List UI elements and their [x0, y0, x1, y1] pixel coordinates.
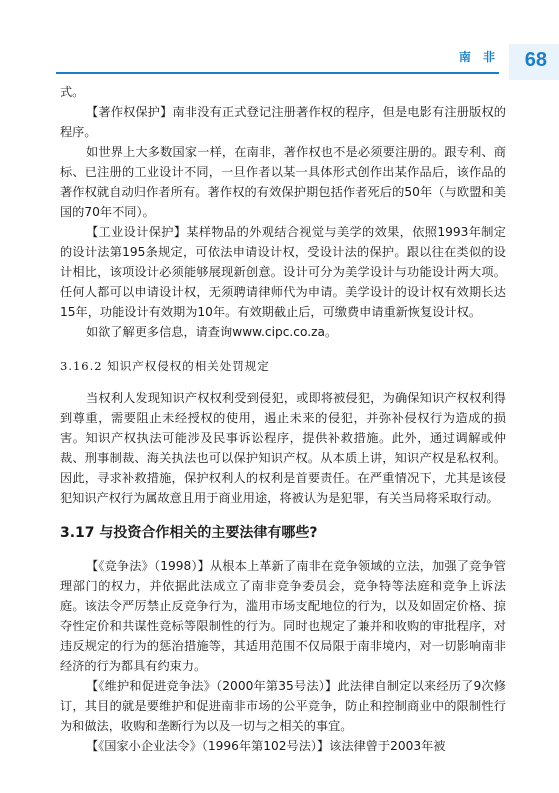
paragraph-copyright-registration: 如世界上大多数国家一样，在南非，著作权也不是必须要注册的。跟专利、商标、已注册的工业设计不同，一旦作者以某一具体形式创作出某作品后，该作品的著作权就自动归作者所有。著作权的有效保护期包括作者死后的50年（与欧盟和美国的70年不同）。 [60, 145, 506, 219]
paragraph-industrial-design: 【工业设计保护】某样物品的外观结合视觉与美学的效果，依照1993年制定的设计法第195条规定，可依法申请设计权，受设计法的保护。跟以往在类似的设计相比，该项设计必须能够展现新创意。设计可分为美学设计与功能设计两大项。任何人都可以申请设计权，无须聘请律师代为申请。美学设计的设计权有效期长达15年，功能设计有效期为10年。有效期截止后，可缴费申请重新恢复设计权。 [60, 225, 506, 319]
paragraph-copyright-protection: 【著作权保护】南非没有正式登记注册著作权的程序，但是电影有注册版权的程序。 [60, 105, 506, 139]
page-number: 68 [524, 49, 547, 71]
paragraph-more-info: 如欲了解更多信息，请查询www.cipc.co.za。 [86, 325, 338, 339]
header-rule [56, 72, 499, 74]
running-header-title: 南 非 [458, 50, 499, 64]
paragraph-competition-act: 【《竞争法》（1998）】从根本上革新了南非在竞争领域的立法，加强了竞争管理部门的权力，并依据此法成立了南非竞争委员会，竞争特等法庭和竞争上诉法庭。该法令严厉禁止反竞争行为，滥用市场支配地位的行为，以及如固定价格、掠夺性定价和共谋性竞标等限制性的行为。同时也规定了兼并和收购的审批程序，对违反规定的行为的惩治措施等，其适用范围不仅局限于南非境内，对一切影响南非经济的行为都具有约束力。 [60, 559, 506, 673]
paragraph-small-business-act: 【《国家小企业法令》（1996年第102号法）】该法律曾于2003年被 [86, 739, 446, 753]
paragraph-competition-promotion-act: 【《维护和促进竞争法》（2000年第35号法）】此法律自制定以来经历了9次修订，其目的就是要维护和促进南非市场的公平竞争，防止和控制商业中的限制性行为和做法，收购和垄断行为以及一切与之相关的事宜。 [60, 679, 506, 733]
section-heading-3-17: 3.17 与投资合作相关的主要法律有哪些? [60, 525, 318, 541]
paragraph-continuation: 式。 [60, 85, 85, 99]
page-body [60, 82, 506, 756]
subsection-heading-3-16-2: 3.16.2 知识产权侵权的相关处罚规定 [60, 359, 270, 373]
paragraph-ip-infringement: 当权利人发现知识产权权利受到侵犯，或即将被侵犯，为确保知识产权权利得到尊重，需要阻止未经授权的使用，遏止未来的侵犯，并弥补侵权行为造成的损害。知识产权执法可能涉及民事诉讼程序，提供补救措施。此外，通过调解或仲裁、刑事制裁、海关执法也可以保护知识产权。从本质上讲，知识产权是私权利。因此，寻求补救措施，保护权利人的权利是首要责任。在严重情况下，尤其是该侵犯知识产权行为属故意且用于商业用途，将被认为是犯罪，有关当局将采取行动。 [60, 391, 506, 505]
